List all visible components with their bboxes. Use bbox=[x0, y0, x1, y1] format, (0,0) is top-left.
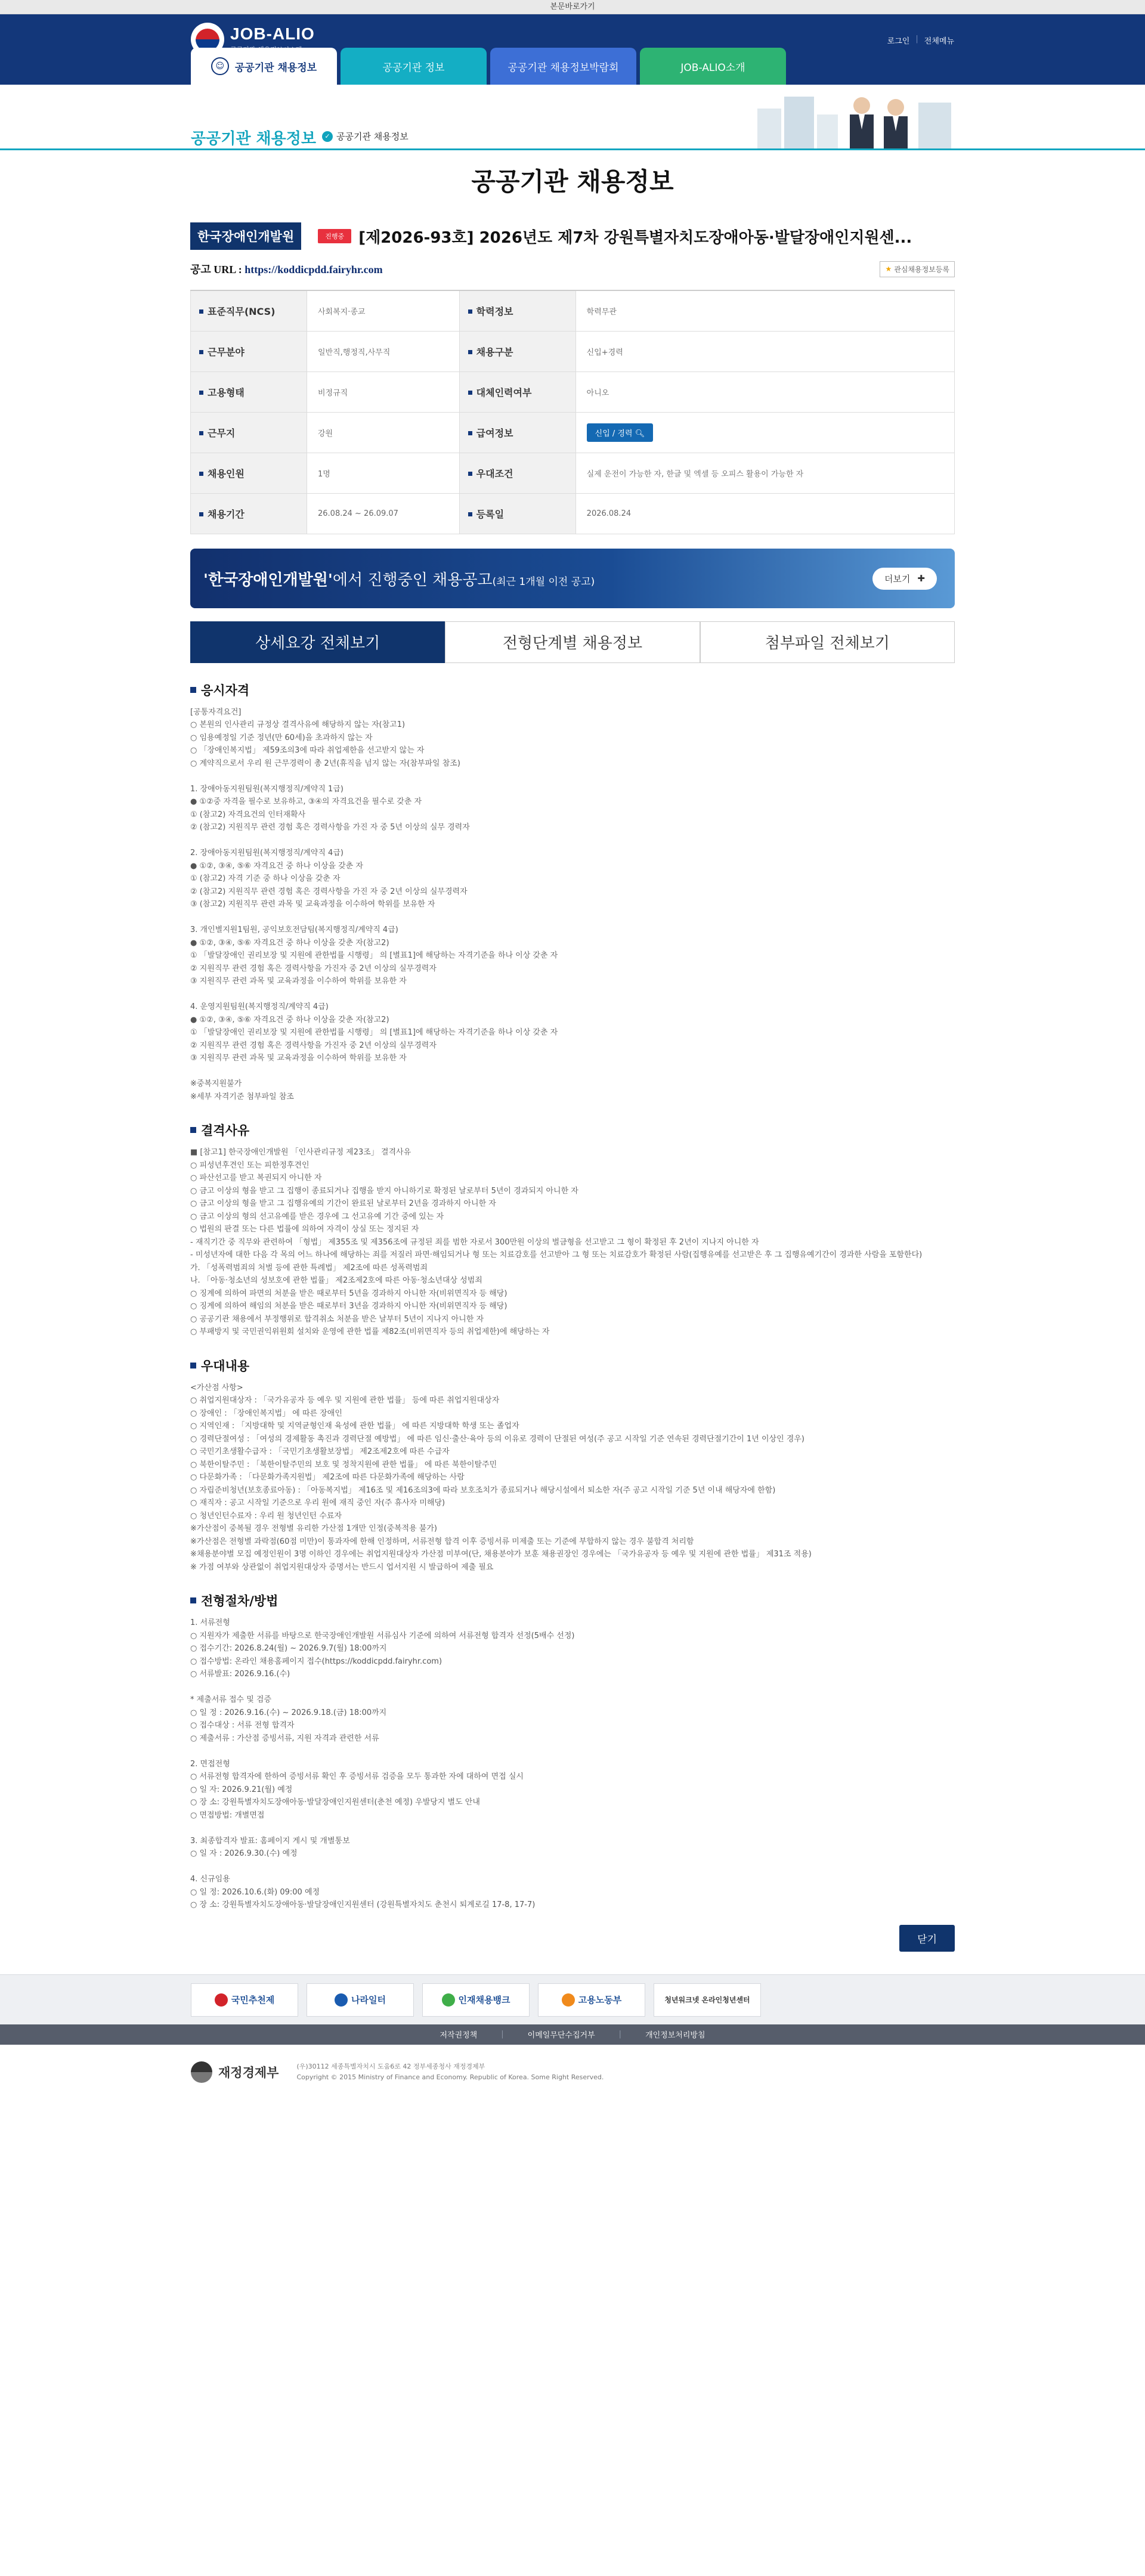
tab-label: 공공기관 정보 bbox=[382, 61, 445, 74]
footer-link[interactable]: 개인정보처리방침 bbox=[645, 2031, 705, 2040]
section-heading: 응시자격 bbox=[190, 681, 955, 699]
site-footer bbox=[191, 2061, 954, 2083]
table-row bbox=[191, 412, 955, 453]
all-menu-link[interactable]: 전체메뉴 bbox=[924, 37, 954, 46]
more-label: 더보기 bbox=[884, 573, 911, 584]
tab-job-fair[interactable] bbox=[490, 48, 636, 85]
info-key: 근무분야 bbox=[191, 331, 307, 371]
family-site-link[interactable] bbox=[422, 1983, 530, 2017]
footer-copyright: Copyright © 2015 Ministry of Finance and Economy. Republic of Korea. Some Right Reserved. bbox=[296, 2073, 604, 2081]
banner-org: '한국장애인개발원' bbox=[203, 571, 333, 589]
info-key: 표준직무(NCS) bbox=[191, 290, 307, 331]
footer-link[interactable]: 저작권정책 bbox=[440, 2031, 478, 2040]
tab-stage-info[interactable]: 전형단계별 채용정보 bbox=[445, 621, 700, 663]
url-row bbox=[190, 260, 955, 278]
table-row bbox=[191, 331, 955, 371]
ministry-name: 재정경제부 bbox=[218, 2065, 279, 2080]
info-value: 실제 운전이 가능한 자, 한글 및 엑셀 등 오피스 활용이 가능한 자 bbox=[575, 453, 954, 493]
table-row bbox=[191, 453, 955, 493]
banner-note: (최근 1개월 이전 공고) bbox=[492, 575, 595, 588]
info-key: 근무지 bbox=[191, 412, 307, 453]
info-value: 학력무관 bbox=[575, 290, 954, 331]
check-icon: ✓ bbox=[322, 131, 333, 142]
close-button[interactable]: 닫기 bbox=[899, 1925, 955, 1952]
info-key: 고용형태 bbox=[191, 371, 307, 412]
info-key: 채용구분 bbox=[459, 331, 575, 371]
favorite-button[interactable] bbox=[880, 261, 955, 277]
tab-detail-all[interactable]: 상세요강 전체보기 bbox=[190, 621, 445, 663]
info-value: 일반직,행정직,사무직 bbox=[307, 331, 460, 371]
family-site-label: 인재채용뱅크 bbox=[458, 1995, 510, 2005]
family-site-link[interactable] bbox=[538, 1983, 645, 2017]
info-value: 1명 bbox=[307, 453, 460, 493]
job-title: [제2026-93호] 2026년도 제7차 강원특별자치도장애아동·발달장애인지원센... bbox=[358, 228, 912, 247]
tab-attachments[interactable]: 첨부파일 전체보기 bbox=[700, 621, 955, 663]
section-qualification bbox=[190, 681, 955, 1104]
ministry-logo bbox=[191, 2061, 278, 2083]
skip-link[interactable]: 본문바로가기 bbox=[0, 0, 1145, 14]
info-key: 채용인원 bbox=[191, 453, 307, 493]
family-site-link[interactable] bbox=[654, 1983, 761, 2017]
info-value: 사회복지·종교 bbox=[307, 290, 460, 331]
section-body: <가산점 사항> ○ 취업지원대상자 : 「국가유공자 등 예우 및 지원에 관한 법률」 등에 따른 취업지원대상자 ○ 장애인 : 「장애인복지법」 에 따른 장애인 ○ 지역인재 : 「지방대학 및 지역균형인재 육성에 관한 법률」 에 따른 지방대학 학생 또는 졸업자 ○ 경력단절여성 : 「여성의 경제활동 촉진과 경력단절 예방법」 에 따른 임신·출산·육아 등의 이유로 경력이 단절된 여성(주 공고 시작일 기준 연속된 경력단절기간이 1년 이상인 경우) ○ 국민기초생활수급자 : 「국민기초생활보장법」 제2조제2호에 따른 수급자 ○ 북한이탈주민 : 「북한이탈주민의 보호 및 정착지원에 관한 법률」 에 따른 북한이탈주민 ○ 다문화가족 : 「다문화가족지원법」 제2조에 따른 다문화가족에 해당하는 사람 ○ 자립준비청년(보호종료아동) : 「아동복지법」 제16조 및 제16조의3에 따라 보호조치가 종료되거나 해당시설에서 퇴소한 자(주 공고 시작일 기준 5년 이내 해당자에 한함) ○ 재직자 : 공고 시작일 기준으로 우리 원에 재직 중인 자(주 휴사자 미해당) ○ 청년인턴수료자 : 우리 원 청년인턴 수료자 ※가산점이 중복될 경우 전형별 유리한 가산점 1개만 인정(중복적용 불가) ※가산점은 전형별 과락점(60점 미만)이 통과자에 한해 인정하며, 서류전형 합격 이후 증빙서류 미제출 또는 기준에 부합하지 않는 경우 불합격 처리함 ※채용분야별 모집 예정인원이 3명 이하인 경우에는 취업지원대상자 가산점 미부여(단, 채용분야가 보훈 채용권장인 경우에는 「국가유공자 등 예우 및 지원에 관한 법률」 제31조 적용) ※ 가점 여부와 상관없이 취업지원대상자 증명서는 반드시 업서지원 시 발급하여 제출 필요 bbox=[190, 1383, 812, 1572]
section-preference bbox=[190, 1357, 955, 1574]
info-value: 신입+경력 bbox=[575, 331, 954, 371]
tab-about[interactable] bbox=[640, 48, 786, 85]
main-nav bbox=[191, 48, 786, 85]
info-value: 아니오 bbox=[575, 371, 954, 412]
close-row bbox=[190, 1925, 955, 1952]
section-title: 공공기관 채용정보 bbox=[191, 130, 316, 148]
page-title: 공공기관 채용정보 bbox=[471, 167, 674, 196]
star-icon: ★ bbox=[885, 265, 892, 273]
breadcrumb-current: 공공기관 채용정보 bbox=[336, 131, 409, 142]
family-site-link[interactable] bbox=[307, 1983, 414, 2017]
site-header bbox=[0, 14, 1145, 85]
site-logo-icon bbox=[442, 1993, 455, 2007]
info-value: 강원 bbox=[307, 412, 460, 453]
family-site-label: 청년워크넷 온라인청년센터 bbox=[664, 1996, 750, 2004]
tab-label: 공공기관 채용정보박람회 bbox=[507, 61, 619, 74]
table-row bbox=[191, 493, 955, 534]
status-badge: 진행중 bbox=[318, 229, 351, 243]
people-icon: ☺ bbox=[211, 57, 229, 75]
footer-separator: | bbox=[501, 2030, 504, 2039]
org-name: 한국장애인개발원 bbox=[190, 222, 301, 250]
footer-text bbox=[296, 2061, 604, 2083]
info-key: 우대조건 bbox=[459, 453, 575, 493]
family-site-link[interactable] bbox=[191, 1983, 298, 2017]
info-key: 급여정보 bbox=[459, 412, 575, 453]
tab-institution-info[interactable] bbox=[341, 48, 487, 85]
family-site-label: 고용노동부 bbox=[578, 1995, 622, 2005]
site-logo-icon bbox=[562, 1993, 575, 2007]
section-disqualification bbox=[190, 1121, 955, 1339]
logo-title: JOB-ALIO bbox=[230, 24, 315, 43]
breadcrumb bbox=[322, 130, 409, 143]
job-info-table bbox=[190, 290, 955, 534]
section-procedure bbox=[190, 1592, 955, 1912]
job-url bbox=[190, 261, 383, 277]
footer-address: (우)30112 세종특별자치시 도움6로 42 정부세종청사 재정경제부 bbox=[296, 2062, 485, 2070]
family-sites bbox=[0, 1974, 1145, 2024]
info-value: 26.08.24 ~ 26.09.07 bbox=[307, 493, 460, 534]
section-body: [공통자격요건] ○ 본원의 인사관리 규정상 결격사유에 해당하지 않는 자(참고1) ○ 임용예정일 기준 정년(만 60세)을 초과하지 않는 자 ○ 「장애인복지법」 제59조의3에 따라 취업제한을 선고받지 않는 자 ○ 계약직으로서 우리 원 근무경력이 총 2년(휴직을 넘지 않는 자(참부파일 참조) 1. 장애아동지원팀원(복지행정직/계약직 1급) ● ①②중 자격을 필수로 보유하고, ③④의 자격요건을 필수로 갖춘 자 ① (참고2) 자격요건의 인터재확사 ② (참고2) 지원직무 관련 경험 혹은 경력사항을 가진 자 중 5년 이상의 실무 경력자 2. 장애아동지원팀원(복지행정직/계약직 4급) ● ①②, ③④, ⑤⑥ 자격요건 중 하나 이상을 갖춘 자 ① (참고2) 자격 기준 중 하나 이상을 갖춘 자 ② (참고2) 지원직무 관련 경험 혹은 경력사항을 가진 자 중 2년 이상의 실무경력자 ③ (참고2) 지원직무 관련 과목 및 교육과정을 이수하여 학위를 보유한 자 3. 개인별지원1팀원, 공익보호전담팀(복지행정직/계약직 4급) ● ①②, ③④, ⑤⑥ 자격요건 중 하나 이상을 갖춘 자(참고2) ① 「발달장애인 권리보장 및 지원에 관한법률 시행령」 의 [별표1]에 해당하는 자격기준을 하나 이상 갖춘 자 ② 지원직무 관련 경험 혹은 경력사항을 가진자 중 2년 이상의 실무경력자 ③ 지원직무 관련 과목 및 교육과정을 이수하여 학위를 보유한 자 4. 운영지원팀원(복지행정직/계약직 4급) ● ①②, ③④, ⑤⑥ 자격요건 중 하나 이상을 갖춘 자(참고2) ① 「발달장애인 권리보장 및 지원에 관한법률 시행령」 의 [별표1]에 해당하는 자격기준을 하나 이상 갖춘 자 ② 지원직무 관련 경험 혹은 경력사항을 가진자 중 2년 이상의 실무경력자 ③ 지원직무 관련 과목 및 교육과정을 이수하여 학위를 보유한 자 ※중복지원불가 ※세부 자격기준 첨부파일 참조 bbox=[190, 707, 558, 1101]
section-body: 1. 서류전형 ○ 지원자가 제출한 서류를 바탕으로 한국장애인개발원 서류심사 기준에 의하여 서류전형 합격자 선정(5배수 선정) ○ 접수기간: 2026.8.24(월) ~ 2026.9.7(월) 18:00까지 ○ 접수방법: 온라인 채용홈페이지 접수(https://koddicpdd.fairyhr.com) ○ 서류발표: 2026.9.16.(수) * 제출서류 접수 및 검증 ○ 일 정 : 2026.9.16.(수) ~ 2026.9.18.(금) 18:00까지 ○ 접수대상 : 서류 전형 합격자 ○ 제출서류 : 가산점 증빙서류, 지원 자격과 관련한 서류 2. 면접전형 ○ 서류전형 합격자에 한하여 증빙서류 확인 후 증빙서류 검증을 모두 통과한 자에 대하여 면접 실시 ○ 일 자: 2026.9.21(월) 예정 ○ 장 소: 강원특별자치도장애아동·발달장애인지원센터(춘천 예정) 우발당지 별도 안내 ○ 면접방법: 개별면접 3. 최종합격자 발표: 홈페이지 게시 및 개별통보 ○ 일 자 : 2026.9.30.(수) 예정 4. 신규임용 ○ 일 정: 2026.10.6.(화) 09:00 예정 ○ 장 소: 강원특별자치도장애아동·발달장애인지원센터 (강원특별자치도 춘천시 퇴계로길 17-8, 17-7) bbox=[190, 1618, 575, 1909]
info-key: 학력정보 bbox=[459, 290, 575, 331]
tab-recruit-info[interactable] bbox=[191, 48, 337, 85]
org-jobs-banner bbox=[190, 549, 955, 608]
family-site-label: 나라일터 bbox=[351, 1995, 386, 2005]
info-value bbox=[575, 412, 954, 453]
footer-links bbox=[0, 2024, 1145, 2045]
sub-header bbox=[0, 85, 1145, 150]
table-row bbox=[191, 371, 955, 412]
info-key: 채용기간 bbox=[191, 493, 307, 534]
more-button[interactable] bbox=[872, 568, 937, 590]
search-icon: 🔍︎ bbox=[635, 429, 645, 438]
plus-icon: ✚ bbox=[917, 573, 925, 584]
login-link[interactable]: 로그인 bbox=[887, 37, 910, 46]
info-value: 2026.08.24 bbox=[575, 493, 954, 534]
pay-info-button[interactable] bbox=[587, 423, 654, 442]
business-people-illustration bbox=[757, 85, 954, 148]
section-heading: 전형절차/방법 bbox=[190, 1592, 955, 1609]
favorite-label: 관심채용정보등록 bbox=[894, 265, 949, 274]
utility-menu bbox=[887, 35, 954, 46]
info-key: 등록일 bbox=[459, 493, 575, 534]
info-key: 대체인력여부 bbox=[459, 371, 575, 412]
url-link[interactable]: https://koddicpdd.fairyhr.com bbox=[245, 264, 383, 275]
info-value: 비정규직 bbox=[307, 371, 460, 412]
site-logo-icon bbox=[215, 1993, 228, 2007]
footer-separator: | bbox=[618, 2030, 622, 2039]
site-logo-icon bbox=[335, 1993, 348, 2007]
util-separator: | bbox=[915, 35, 918, 44]
detail-tabs bbox=[190, 621, 955, 663]
section-heading: 결격사유 bbox=[190, 1121, 955, 1139]
table-row bbox=[191, 290, 955, 331]
url-label: 공고 URL : bbox=[190, 264, 245, 275]
emblem-icon bbox=[191, 2061, 212, 2083]
job-title-row bbox=[190, 223, 955, 249]
tab-label: JOB-ALIO소개 bbox=[680, 61, 745, 74]
main-content bbox=[190, 223, 955, 1952]
pay-label: 신입 / 경력 bbox=[595, 429, 633, 438]
footer-link[interactable]: 이메일무단수집거부 bbox=[527, 2031, 595, 2040]
tab-label: 공공기관 채용정보 bbox=[234, 61, 317, 74]
banner-main: 에서 진행중인 채용공고 bbox=[332, 571, 493, 589]
family-site-label: 국민추천제 bbox=[231, 1995, 275, 2005]
banner-text bbox=[203, 568, 595, 590]
section-heading: 우대내용 bbox=[190, 1357, 955, 1374]
section-body: ■ [참고1] 한국장애인개발원 「인사관리규정 제23조」 결격사유 ○ 피성년후견인 또는 피한정후견인 ○ 파산선고를 받고 복권되지 아니한 자 ○ 금고 이상의 형을 받고 그 집행이 종료되거나 집행을 받지 아니하기로 확정된 날로부터 5년이 경과되지 아니한 자 ○ 금고 이상의 형을 받고 그 집행유예의 기간이 완료된 날로부터 2년을 경과하지 아니한 자 ○ 금고 이상의 형의 선고유예를 받은 경우에 그 선고유예 기간 중에 있는 자 ○ 법원의 판결 또는 다른 법률에 의하여 자격이 상실 또는 정지된 자 - 재직기간 중 직무와 관련하여 「형법」 제355조 및 제356조에 규정된 죄를 범한 자로서 300만원 이상의 벌금형을 선고받고 그 형이 확정된 후 2년이 지나지 아니한 자 - 미성년자에 대한 다음 각 목의 어느 하나에 해당하는 죄를 저질러 파면·해임되거나 형 또는 치료감호를 선고받아 그 형 또는 치료감호가 확정된 사람(집행유예를 선고받은 후 그 집행유예기간이 경과한 사람을 포함한다) 가. 「성폭력범죄의 처벌 등에 관한 특례법」 제2조에 따른 성폭력범죄 나. 「아동·청소년의 성보호에 관한 법률」 제2조제2호에 따른 아동·청소년대상 성범죄 ○ 징계에 의하여 파면의 처분을 받은 때로부터 5년을 경과하지 아니한 자(비위면직자 등 해당) ○ 징계에 의하여 해임의 처분을 받은 때로부터 3년을 경과하지 아니한 자(비위면직자 등 해당) ○ 공공기관 채용에서 부정행위로 합격취소 처분을 받은 날부터 5년이 지나지 아니한 자 ○ 부패방지 및 국민권익위원회 설치와 운영에 관한 법률 제82조(비위면직자 등의 취업제한)에 해당하는 자 bbox=[190, 1148, 923, 1336]
